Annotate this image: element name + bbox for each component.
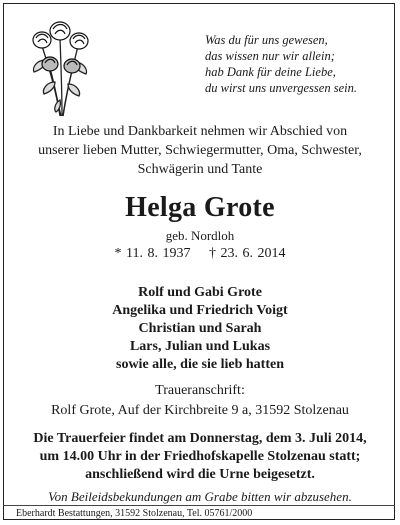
- mourners-list: [0, 284, 400, 374]
- intro-line: In Liebe und Dankbarkeit nehmen wir Abschied von: [52, 124, 348, 139]
- undertaker-footer: Eberhardt Bestattungen, 31592 Stolzenau, Tel. 05761/2000: [16, 508, 253, 519]
- memorial-poem: [205, 32, 357, 96]
- roses-illustration: [22, 16, 100, 126]
- mourner-line: Christian und Sarah: [138, 321, 262, 336]
- deceased-name: Helga Grote: [125, 192, 275, 223]
- mourner-line: Angelika und Friedrich Voigt: [112, 303, 288, 318]
- funeral-service-info: [0, 430, 400, 484]
- intro-line: Schwägerin und Tante: [137, 162, 263, 177]
- mourner-line: Rolf und Gabi Grote: [138, 285, 262, 300]
- life-dates: [0, 246, 400, 262]
- service-line: anschließend wird die Urne beigesetzt.: [85, 467, 315, 482]
- poem-line: Was du für uns gewesen,: [205, 33, 328, 47]
- death-date: † 23. 6. 2014: [208, 246, 286, 261]
- poem-line: du wirst uns unvergessen sein.: [205, 81, 357, 95]
- service-line: Die Trauerfeier findet am Donnerstag, dem 3. Juli 2014,: [33, 431, 367, 446]
- address-value: Rolf Grote, Auf der Kirchbreite 9 a, 31592 Stolzenau: [51, 403, 349, 418]
- poem-line: das wissen nur wir allein;: [205, 49, 335, 63]
- service-line: um 14.00 Uhr in der Friedhofskapelle Stolzenau statt;: [39, 449, 361, 464]
- footer-divider: [3, 505, 395, 506]
- mourning-address: [0, 381, 400, 421]
- intro-line: unserer lieben Mutter, Schwiegermutter, Oma, Schwester,: [38, 143, 362, 158]
- condolence-note: Von Beileidsbekundungen am Grabe bitten wir abzusehen.: [48, 489, 352, 504]
- birth-date: * 11. 8. 1937: [114, 246, 191, 261]
- poem-line: hab Dank für deine Liebe,: [205, 65, 336, 79]
- mourner-line: Lars, Julian und Lukas: [129, 339, 271, 354]
- birth-name: geb. Nordloh: [165, 228, 235, 243]
- address-label: Traueranschrift:: [155, 383, 245, 398]
- mourner-line: sowie alle, die sie lieb hatten: [116, 357, 284, 372]
- farewell-intro: [0, 122, 400, 179]
